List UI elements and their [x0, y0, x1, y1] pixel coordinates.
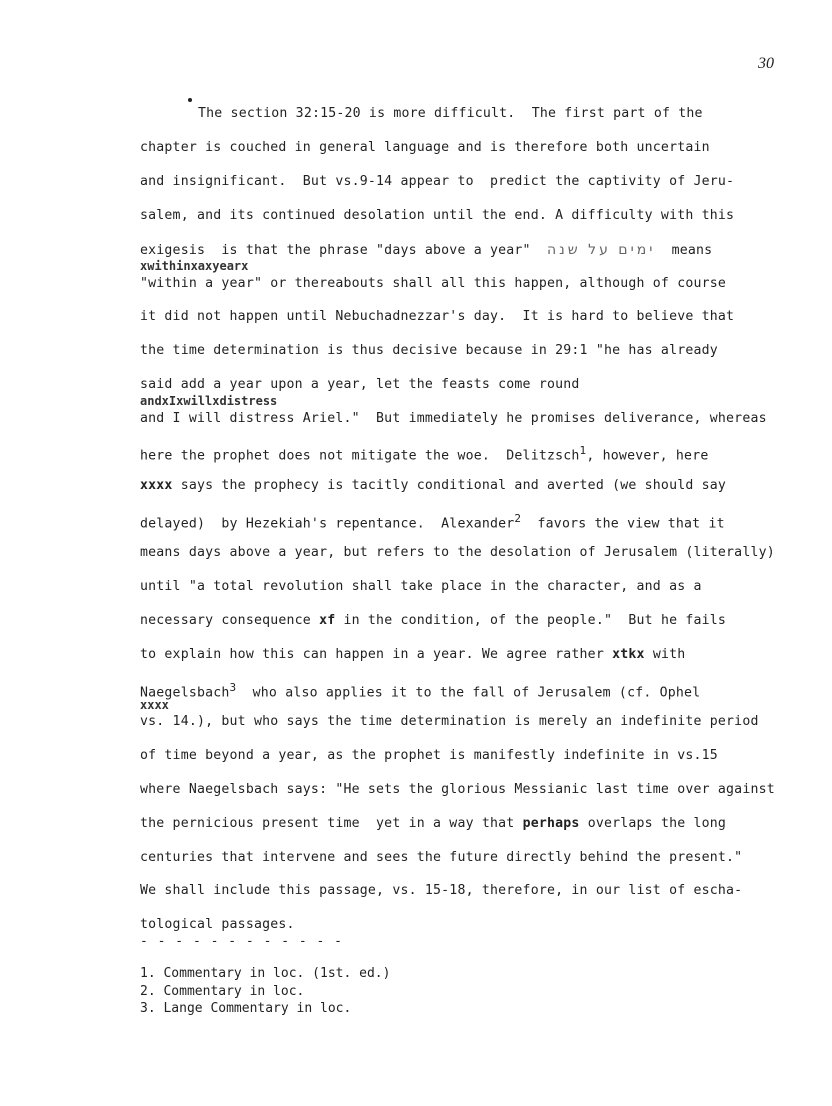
text-line: xxxx says the prophecy is tacitly conditional and averted (we should say	[140, 478, 727, 493]
text-line: where Naegelsbach says: "He sets the glorious Messianic last time over against	[140, 782, 775, 797]
text-line: of time beyond a year, as the prophet is manifestly indefinite in vs.15	[140, 748, 718, 763]
footnote: 3. Lange Commentary in loc.	[140, 1001, 352, 1016]
text-line: and insignificant. But vs.9-14 appear to predict the captivity of Jeru-	[140, 174, 735, 189]
text-line: said add a year upon a year, let the feasts come round	[140, 377, 580, 392]
footnote-ref: 1	[579, 444, 587, 457]
text-line: centuries that intervene and sees the future directly behind the present."	[140, 850, 743, 865]
text-line: here the prophet does not mitigate the woe. Delitzsch$^1$, however, here	[140, 444, 709, 464]
text-line: We shall include this passage, vs. 15-18, therefore, in our list of escha-	[140, 883, 743, 898]
strikeout-text: andxIxwillxdistress	[140, 394, 278, 408]
text-line: "within a year" or thereabouts shall all this happen, although of course	[140, 276, 727, 291]
strikeout-text: xtkx	[612, 647, 645, 662]
footnote-ref: 3	[229, 681, 237, 694]
text-line: delayed) by Hezekiah's repentance. Alexander$^2$ favors the view that it	[140, 512, 725, 532]
strikeout-text: perhaps	[522, 816, 580, 831]
text-line: to explain how this can happen in a year. We agree rather xtkx with	[140, 647, 686, 662]
strikeout-text: xf	[319, 613, 336, 628]
text-line: necessary consequence xf in the condition, of the people." But he fails	[140, 613, 727, 628]
text-line: tological passages.	[140, 917, 295, 932]
text-line: chapter is couched in general language and is therefore both uncertain	[140, 140, 710, 155]
strikeout-text: xwithinxaxyearx	[140, 259, 249, 273]
page-number: 30	[758, 55, 774, 72]
text-line: salem, and its continued desolation until the end. A difficulty with this	[140, 208, 735, 223]
strikeout-text: xxxx	[140, 698, 169, 712]
footnote-separator: - - - - - - - - - - - -	[140, 934, 344, 949]
strikeout-text: xxxx	[140, 478, 173, 493]
footnote: 2. Commentary in loc.	[140, 984, 305, 999]
text-line: the pernicious present time yet in a way that perhaps overlaps the long	[140, 816, 727, 831]
text-line: the time determination is thus decisive because in 29:1 "he has already	[140, 343, 718, 358]
text-line: exigesis is that the phrase "days above a year" ימים על שנה means	[140, 242, 713, 258]
text-line: it did not happen until Nebuchadnezzar's day. It is hard to believe that	[140, 309, 735, 324]
margin-dot	[188, 98, 192, 102]
footnote: 1. Commentary in loc. (1st. ed.)	[140, 966, 391, 981]
footnote-ref: 2	[514, 512, 522, 525]
text-line: and I will distress Ariel." But immediately he promises deliverance, whereas	[140, 411, 767, 426]
text-line: The section 32:15-20 is more difficult. The first part of the	[198, 106, 703, 121]
hebrew-phrase: ימים על שנה	[546, 242, 656, 258]
text-line: until "a total revolution shall take place in the character, and as a	[140, 579, 702, 594]
text-line: Naegelsbach$^3$ who also applies it to the fall of Jerusalem (cf. Ophel	[140, 681, 701, 701]
text-line: vs. 14.), but who says the time determination is merely an indefinite period	[140, 714, 759, 729]
text-line: means days above a year, but refers to the desolation of Jerusalem (literally)	[140, 545, 775, 560]
